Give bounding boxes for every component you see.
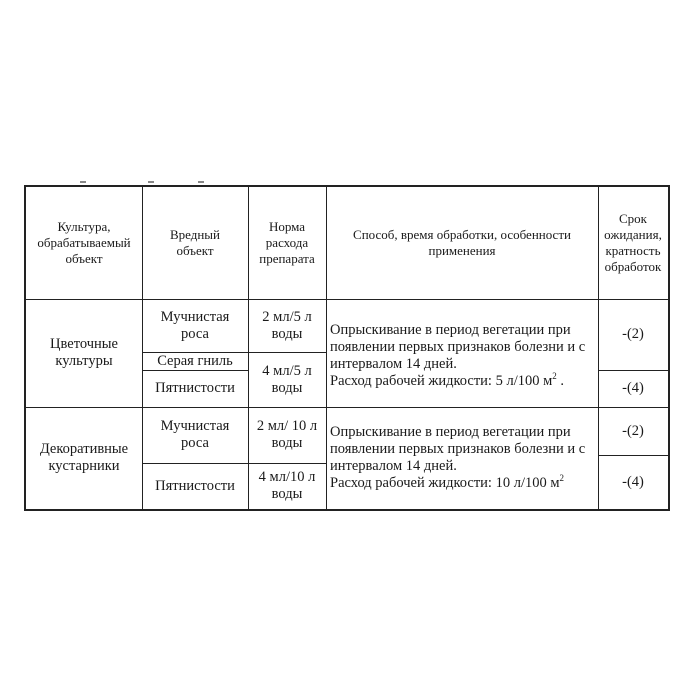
method-consumption: Расход рабочей жидкости: 10 л/100 $м^2$ (330, 473, 565, 491)
header-method: Способ, время обработки, особенности применения (353, 227, 571, 258)
rate-cell: 2 мл/ 10 л воды (256, 418, 318, 451)
pest-cell: Мучнистая роса (160, 308, 230, 342)
header-pest: Вредный объект (169, 227, 221, 258)
term-cell: -(2) (622, 326, 644, 342)
pest-cell: Серая гниль (157, 352, 233, 369)
header-culture: Культура, обрабатываемый объект (37, 219, 131, 266)
term-cell: -(4) (622, 473, 644, 490)
rate-cell: 4 мл/10 л воды (258, 469, 316, 502)
method-consumption: Расход рабочей жидкости: 5 л/100 $м^2$ . (330, 371, 565, 389)
term-cell: -(4) (622, 380, 644, 396)
method-text: Опрыскивание в период вегетации при появлении первых признаков болезни и с интервалом 14 дней. (330, 424, 586, 474)
method-cell (326, 407, 598, 509)
treatment-table (24, 185, 670, 511)
pest-cell: Пятнистости (155, 380, 235, 396)
method-text: Опрыскивание в период вегетации при появлении первых признаков болезни и с интервалом 14 дней. (330, 322, 586, 372)
header-term: Срок ожидания, кратность обработок (604, 211, 662, 274)
culture-cell: Декоративные кустарники (39, 441, 129, 474)
rate-cell: 4 мл/5 л воды (262, 362, 312, 396)
pest-cell: Пятнистости (155, 477, 235, 494)
header-rate: Норма расхода препарата (259, 219, 315, 266)
term-cell: -(2) (622, 422, 644, 439)
method-cell (326, 299, 598, 407)
rate-cell: 2 мл/5 л воды (262, 308, 312, 342)
culture-cell: Цветочные культуры (50, 336, 118, 369)
pest-cell: Мучнистая роса (160, 418, 230, 451)
